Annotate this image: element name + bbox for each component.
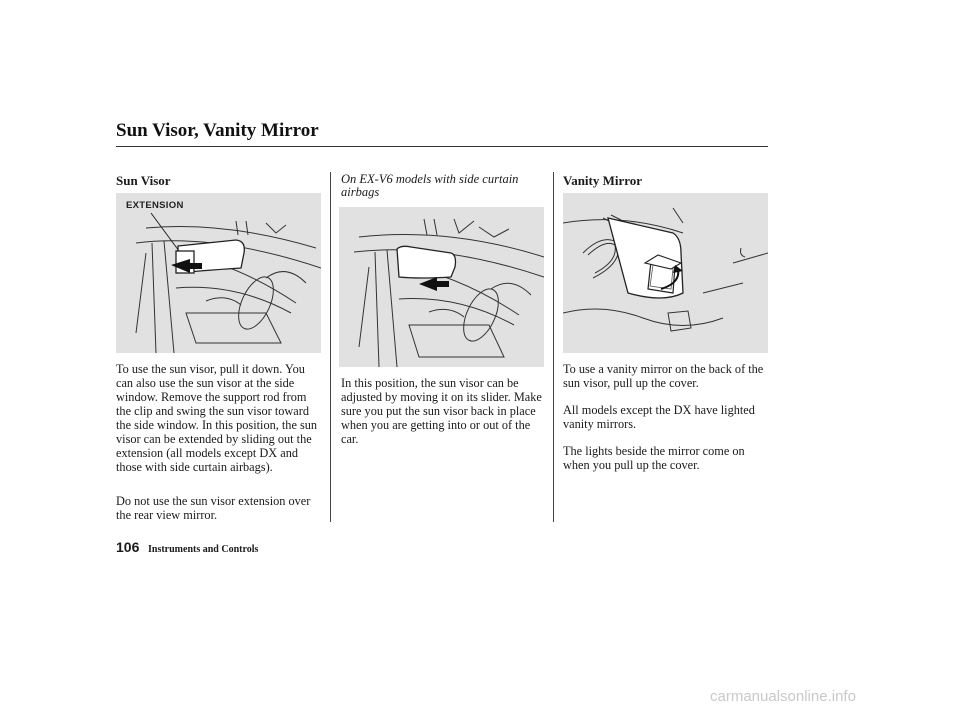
section-label: Instruments and Controls xyxy=(148,544,259,555)
column-divider-right xyxy=(553,172,554,522)
column-divider-left xyxy=(330,172,331,522)
sun-visor-paragraph-1: To use the sun visor, pull it down. You can also use the sun visor at the side window. Remove the support rod from the clip and swing the sun visor toward the side window. In this position, the sun visor can be extended by sliding out the extension (all models except DX and those with side curtain airbags). xyxy=(116,362,318,474)
side-curtain-paragraph-1: In this position, the sun visor can be adjusted by moving it on its slider. Make sure you put the sun visor back in place when you are getting into or out of the car. xyxy=(341,376,542,446)
sun-visor-paragraph-2: Do not use the sun visor extension over the rear view mirror. xyxy=(116,494,311,522)
sun-visor-illustration xyxy=(116,193,321,353)
side-curtain-drawing xyxy=(339,207,544,367)
page-title: Sun Visor, Vanity Mirror xyxy=(116,120,319,141)
side-curtain-note: On EX-V6 models with side curtain airbags xyxy=(341,172,519,199)
extension-label: EXTENSION xyxy=(126,200,184,211)
side-curtain-illustration xyxy=(339,207,544,367)
vanity-mirror-paragraph-3: The lights beside the mirror come on when you pull up the cover. xyxy=(563,444,745,472)
sun-visor-heading: Sun Visor xyxy=(116,173,171,188)
vanity-mirror-drawing xyxy=(563,193,768,353)
title-rule xyxy=(116,146,768,147)
page-number: 106 xyxy=(116,539,140,555)
vanity-mirror-illustration xyxy=(563,193,768,353)
vanity-mirror-paragraph-1: To use a vanity mirror on the back of the sun visor, pull up the cover. xyxy=(563,362,764,390)
watermark: carmanualsonline.info xyxy=(710,688,856,705)
vanity-mirror-heading: Vanity Mirror xyxy=(563,173,643,188)
sun-visor-drawing xyxy=(116,193,321,353)
vanity-mirror-paragraph-2: All models except the DX have lighted vanity mirrors. xyxy=(563,403,755,431)
